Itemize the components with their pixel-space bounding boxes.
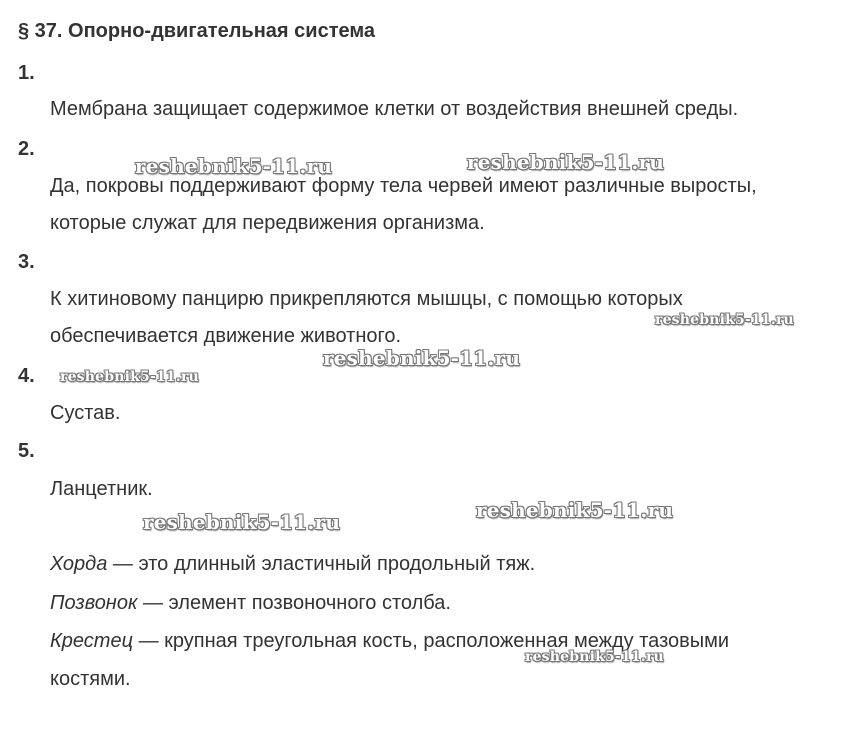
watermark: reshebnik5-11.ru bbox=[60, 369, 199, 385]
item-number-3: 3. bbox=[18, 251, 35, 273]
definition-term-3: Крестец bbox=[50, 630, 134, 652]
definition-text-3: — крупная треугольная кость, расположенная между тазовыми bbox=[133, 630, 730, 652]
watermark: reshebnik5-11.ru bbox=[323, 346, 521, 370]
definition-term-2: Позвонок bbox=[50, 592, 138, 614]
watermark: reshebnik5-11.ru bbox=[655, 312, 794, 328]
page-title: § 37. Опорно-двигательная система bbox=[18, 20, 376, 42]
watermark: reshebnik5-11.ru bbox=[143, 510, 341, 534]
definition-line-1 bbox=[50, 553, 535, 576]
item-number-2: 2. bbox=[18, 138, 35, 160]
item-1-line-1: Мембрана защищает содержимое клетки от воздействия внешней среды. bbox=[50, 98, 739, 120]
item-2-line-1: Да, покровы поддерживают форму тела червей имеют различные выросты, bbox=[50, 175, 757, 197]
definition-term-1: Хорда bbox=[50, 553, 108, 575]
item-2-line-2: которые служат для передвижения организма. bbox=[50, 212, 485, 234]
definition-line-2 bbox=[50, 592, 451, 615]
item-number-5: 5. bbox=[18, 440, 35, 462]
item-3-line-2: обеспечивается движение животного. bbox=[50, 325, 402, 347]
item-number-4: 4. bbox=[18, 365, 35, 387]
watermark: reshebnik5-11.ru bbox=[476, 498, 674, 522]
watermark: reshebnik5-11.ru bbox=[467, 150, 665, 174]
definition-text-1: — это длинный эластичный продольный тяж. bbox=[107, 553, 536, 575]
definition-text-2: — элемент позвоночного столба. bbox=[137, 592, 451, 614]
item-number-1: 1. bbox=[18, 62, 35, 84]
item-4-line-1: Сустав. bbox=[50, 402, 121, 424]
item-5-line-1: Ланцетник. bbox=[50, 478, 153, 500]
definition-continuation: костями. bbox=[50, 668, 131, 690]
item-3-line-1: К хитиновому панцирю прикрепляются мышцы, с помощью которых bbox=[50, 288, 683, 310]
watermark: reshebnik5-11.ru bbox=[135, 154, 333, 178]
watermark: reshebnik5-11.ru bbox=[525, 649, 664, 665]
